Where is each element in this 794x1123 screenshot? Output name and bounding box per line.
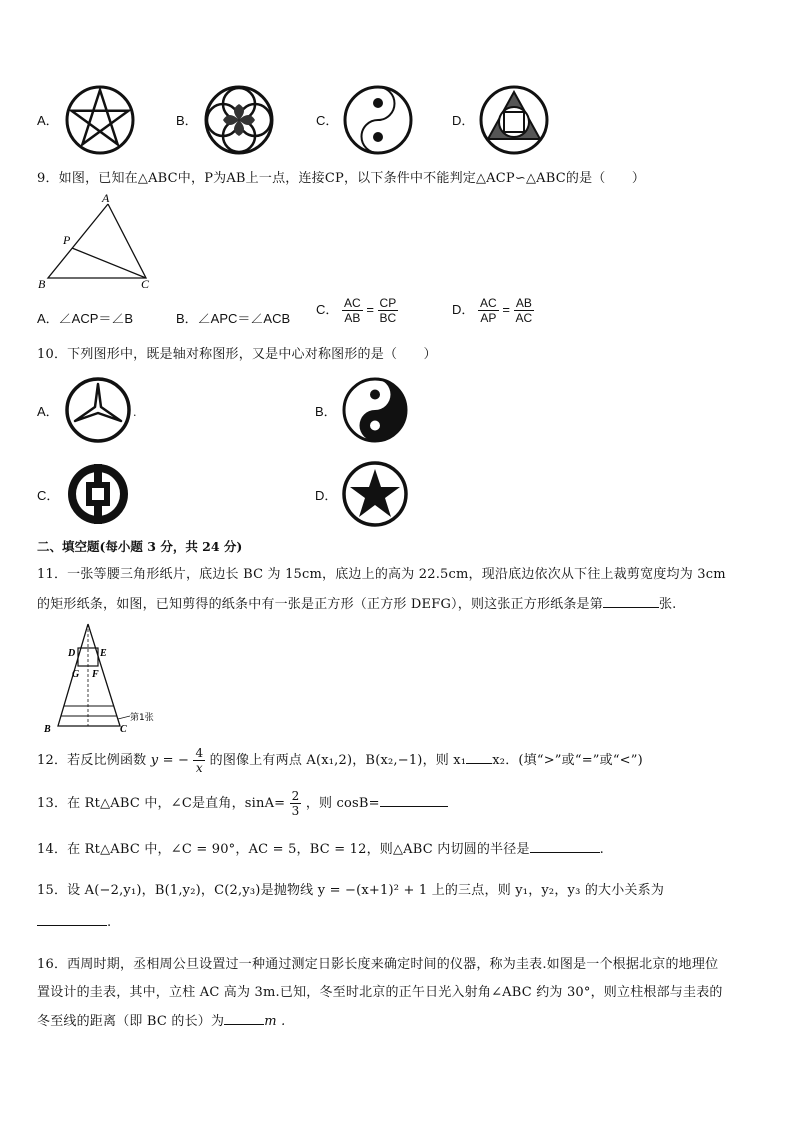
q9-triangle-figure	[38, 192, 158, 292]
q16-answer-blank[interactable]	[224, 1012, 264, 1025]
q9-option-d	[452, 296, 534, 325]
q11-trapezoid-figure	[40, 620, 170, 738]
q10-option-a-label: A．	[37, 404, 59, 419]
q9-c-den1: AB	[344, 311, 361, 325]
star-circle-icon	[341, 460, 409, 528]
q9-c-eq: =	[366, 301, 374, 317]
q9-c-num2: CP	[379, 296, 397, 310]
q11-label-e: E	[100, 648, 107, 659]
q9-label-p: P	[63, 233, 71, 247]
q15-line2	[37, 913, 111, 930]
q9-option-c	[316, 296, 398, 325]
q9-option-b: B．∠APC＝∠ACB	[176, 311, 291, 326]
q9-label-c: C	[141, 277, 150, 291]
q14-end: .	[599, 842, 604, 857]
q9-d-den2: AC	[515, 311, 533, 325]
q9-label-a: A	[102, 191, 110, 205]
q11-line1: 11．一张等腰三角形纸片，底边长 BC 为 15cm，底边上的高为 22.5cm，现沿底边依次从下往上裁剪宽度均为 3cm	[37, 567, 726, 582]
q15-line1: 15．设 A(−2,y₁)，B(1,y₂)，C(2,y₃)是抛物线 y = −(x+1)² + 1 上的三点，则 y₁，y₂，y₃ 的大小关系为	[37, 883, 665, 898]
q13-suffix: ，则 cosB=	[305, 796, 380, 811]
q9-d-num2: AB	[514, 296, 535, 311]
q13-den: 3	[291, 804, 300, 818]
triangle-square-circle-icon	[478, 84, 550, 156]
q14-line	[37, 838, 604, 857]
section-heading: 二、填空题(每小题 3 分，共 24 分)	[37, 539, 243, 554]
q8-option-c-label: C．	[316, 113, 339, 128]
q10-option-c-label: C．	[37, 488, 60, 503]
q9-label-b: B	[38, 277, 46, 291]
q11-label-g: G	[72, 669, 80, 680]
q11-line2-text: 的矩形纸条，如图，已知剪得的纸条中有一张是正方形（正方形 DEFG），则这张正方形纸条是第	[37, 597, 603, 612]
q11-line2	[37, 593, 677, 612]
q12-line	[37, 746, 643, 775]
q12-prefix: 12．若反比例函数	[37, 753, 147, 768]
q9-option-c-prefix: C．	[316, 301, 339, 317]
q9-d-den1: AP	[480, 311, 497, 325]
yin-yang-icon	[341, 376, 409, 444]
q12-num: 4	[195, 746, 204, 760]
q11-label-d: D	[68, 648, 76, 659]
q11-line2-end: 张.	[658, 597, 677, 612]
q11-label-first-strip: 第1张	[130, 713, 154, 723]
mercedes-star-icon	[64, 376, 132, 444]
q16-line3-text: 冬至线的距离（即 BC 的长）为	[37, 1014, 225, 1029]
q16-unit: m .	[264, 1014, 286, 1029]
q9-option-d-prefix: D．	[452, 301, 475, 317]
q9-d-num1: AC	[480, 296, 497, 310]
q13-prefix: 13．在 Rt△ABC 中，∠C是直角，sinA=	[37, 796, 286, 811]
q16-line3	[37, 1010, 285, 1029]
q9-d-eq: =	[502, 301, 510, 317]
q12-suffix: x₂．(填“>”或“=”或“<”)	[492, 753, 643, 768]
q10-option-d-label: D．	[315, 488, 338, 503]
four-petal-circle-icon	[203, 84, 275, 156]
bank-coin-icon	[64, 460, 132, 528]
q13-line	[37, 789, 448, 818]
q12-answer-blank[interactable]	[466, 751, 492, 764]
q14-text: 14．在 Rt△ABC 中，∠C = 90°，AC = 5，BC = 12，则△ABC 内切圆的半径是	[37, 842, 530, 857]
q8-option-d-label: D．	[452, 113, 475, 128]
q11-label-c: C	[120, 724, 127, 735]
yin-yang-outline-icon	[342, 84, 414, 156]
q11-answer-blank[interactable]	[603, 595, 659, 608]
q9-c-den2: BC	[379, 311, 397, 325]
q9-option-a: A．∠ACP＝∠B	[37, 311, 134, 326]
q11-label-f: F	[92, 669, 99, 680]
q13-answer-blank[interactable]	[380, 794, 448, 807]
q13-num: 2	[291, 789, 300, 803]
q12-middle: 的图像上有两点 A(x₁,2)，B(x₂,−1)，则 x₁	[209, 753, 467, 768]
pentagram-circle-icon	[64, 84, 136, 156]
q15-answer-blank[interactable]	[37, 913, 107, 926]
q10-dot: .	[133, 406, 137, 419]
q16-line1: 16．西周时期，丞相周公旦设置过一种通过测定日影长度来确定时间的仪器，称为圭表.如图是一个根据北京的地理位	[37, 957, 719, 972]
q15-end: .	[107, 915, 112, 930]
q16-line2: 置设计的圭表，其中，立柱 AC 高为 3m.已知，冬至时北京的正午日光入射角∠ABC 约为 30°，则立柱根部与圭表的	[37, 985, 723, 1000]
q14-answer-blank[interactable]	[530, 840, 600, 853]
q10-option-b-label: B．	[315, 404, 337, 419]
q8-option-b-label: B．	[176, 113, 198, 128]
q12-y-eq: y = −	[150, 753, 190, 768]
q9-c-num1: AC	[344, 296, 361, 310]
q9-question-text: 9．如图，已知在△ABC中，P为AB上一点，连接CP，以下条件中不能判定△ACP∽△ABC的是（ ）	[37, 171, 646, 186]
q8-option-a-label: A．	[37, 113, 59, 128]
q11-label-b: B	[44, 724, 51, 735]
q10-question-text: 10．下列图形中，既是轴对称图形，又是中心对称图形的是（ ）	[37, 347, 437, 362]
q12-den: x	[195, 761, 203, 775]
